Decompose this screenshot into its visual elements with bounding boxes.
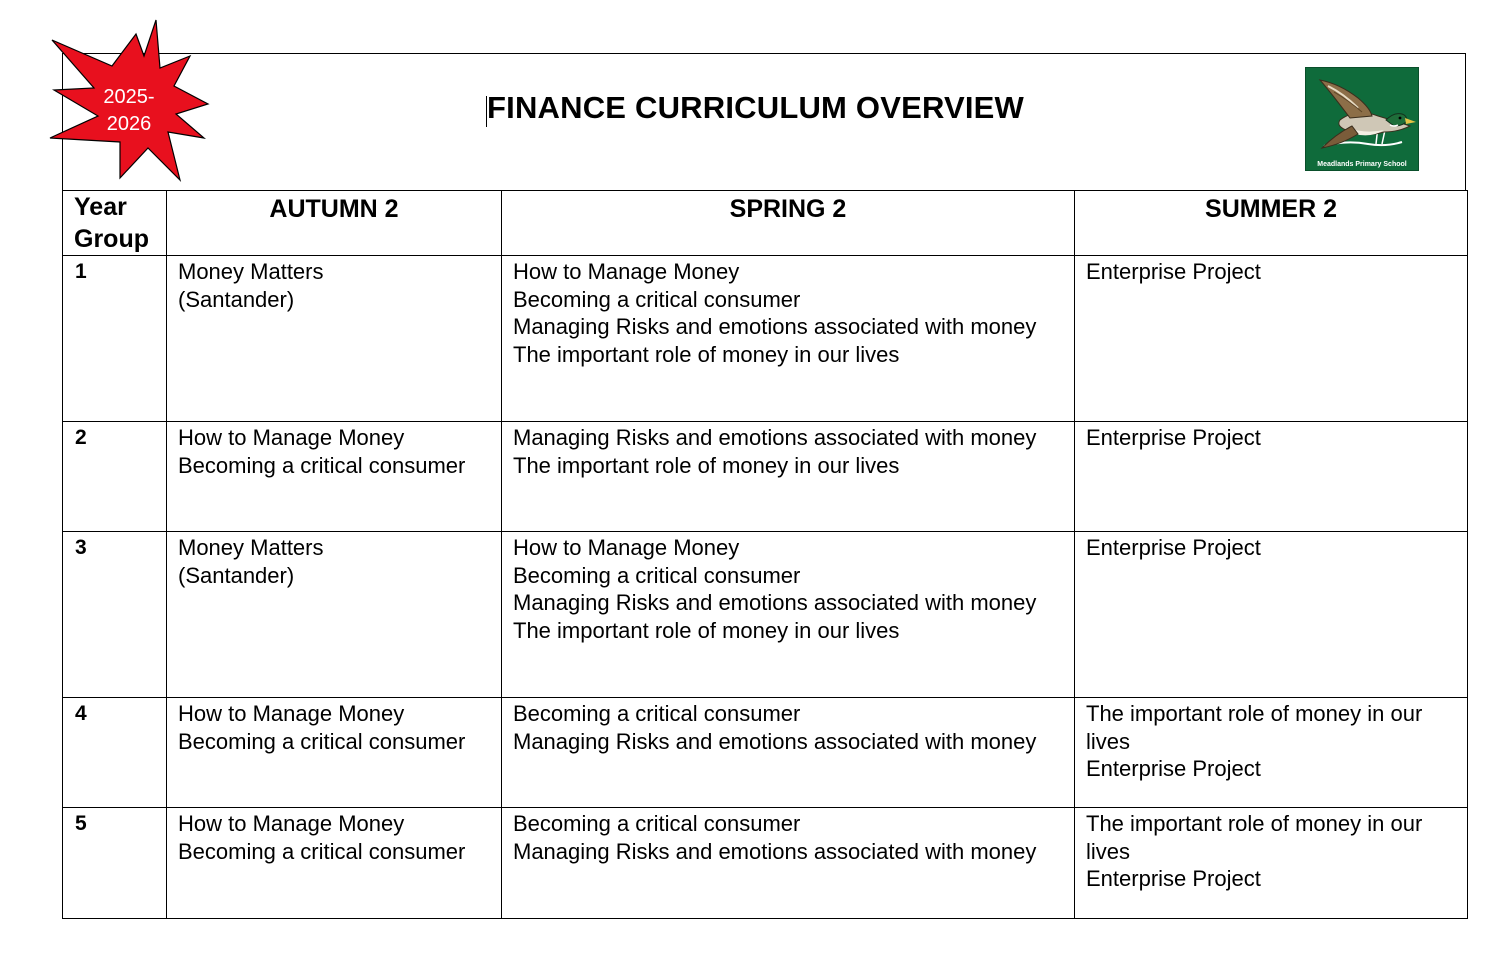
autumn-topics-cell xyxy=(167,698,502,808)
year-group-cell: 1 xyxy=(63,256,167,422)
spring-topics-cell xyxy=(502,422,1075,532)
year-header-line2: Group xyxy=(74,225,149,253)
table-row xyxy=(63,256,1468,422)
summer-topics-cell xyxy=(1075,808,1468,919)
table-body xyxy=(63,256,1468,919)
topic-item: How to Manage Money xyxy=(178,425,405,450)
year-group-cell: 4 xyxy=(63,698,167,808)
curriculum-table xyxy=(62,190,1468,919)
autumn-header: AUTUMN 2 xyxy=(167,191,502,256)
summer-topics-cell xyxy=(1075,532,1468,698)
topic-item: (Santander) xyxy=(178,562,295,588)
autumn-topics-cell xyxy=(167,422,502,532)
spring-topics-cell xyxy=(502,698,1075,808)
autumn-topics-cell xyxy=(167,808,502,919)
topic-item: How to Manage Money xyxy=(513,535,740,560)
table-row xyxy=(63,422,1468,532)
topic-item: Becoming a critical consumer xyxy=(178,838,466,864)
topic-item: The important role of money in our lives xyxy=(1086,701,1423,754)
spring-topics-cell xyxy=(502,532,1075,698)
topic-item: Money Matters xyxy=(178,259,324,284)
duck-icon xyxy=(1306,68,1418,158)
summer-topics-cell xyxy=(1075,698,1468,808)
summer-header: SUMMER 2 xyxy=(1075,191,1468,256)
topic-item: Becoming a critical consumer xyxy=(178,452,466,478)
topic-item: (Santander) xyxy=(178,286,295,312)
table-row xyxy=(63,698,1468,808)
table-row xyxy=(63,808,1468,919)
topic-item: Becoming a critical consumer xyxy=(513,286,801,312)
topic-item: How to Manage Money xyxy=(178,701,405,726)
topic-item: The important role of money in our lives xyxy=(513,617,900,643)
topic-item: Becoming a critical consumer xyxy=(513,701,801,726)
spring-header: SPRING 2 xyxy=(502,191,1075,256)
summer-topics-cell xyxy=(1075,256,1468,422)
topic-item: Managing Risks and emotions associated with money xyxy=(513,425,1037,450)
year-group-cell: 2 xyxy=(63,422,167,532)
spring-topics-cell xyxy=(502,808,1075,919)
topic-item: Managing Risks and emotions associated with money xyxy=(513,314,1037,339)
year-group-cell: 5 xyxy=(63,808,167,919)
topic-item: Enterprise Project xyxy=(1086,866,1261,891)
document-title: FINANCE CURRICULUM OVERVIEW xyxy=(487,90,1025,125)
topic-item: Enterprise Project xyxy=(1086,756,1261,781)
autumn-topics-cell xyxy=(167,532,502,698)
topic-item: The important role of money in our lives xyxy=(513,341,900,367)
topic-item: How to Manage Money xyxy=(513,259,740,284)
topic-item: Becoming a critical consumer xyxy=(513,811,801,836)
school-logo xyxy=(1305,67,1419,171)
topic-item: Enterprise Project xyxy=(1086,535,1261,560)
topic-item: Becoming a critical consumer xyxy=(513,562,801,588)
topic-item: How to Manage Money xyxy=(178,811,405,836)
autumn-topics-cell xyxy=(167,256,502,422)
year-group-cell: 3 xyxy=(63,532,167,698)
topic-item: Managing Risks and emotions associated with money xyxy=(513,590,1037,615)
topic-item: Managing Risks and emotions associated with money xyxy=(513,728,1037,754)
topic-item: Money Matters xyxy=(178,535,324,560)
topic-item: Becoming a critical consumer xyxy=(178,728,466,754)
year-header-line1: Year xyxy=(74,193,127,221)
summer-topics-cell xyxy=(1075,422,1468,532)
topic-item: Managing Risks and emotions associated with money xyxy=(513,838,1037,864)
badge-line2: 2026 xyxy=(106,113,152,135)
badge-line1: 2025- xyxy=(103,86,155,108)
topic-item: Enterprise Project xyxy=(1086,425,1261,450)
header-row xyxy=(63,191,1468,256)
table-row xyxy=(63,532,1468,698)
topic-item: Enterprise Project xyxy=(1086,259,1261,284)
logo-caption: Meadlands Primary School xyxy=(1317,161,1407,168)
spring-topics-cell xyxy=(502,256,1075,422)
topic-item: The important role of money in our lives xyxy=(1086,811,1423,864)
topic-item: The important role of money in our lives xyxy=(513,452,900,478)
year-badge-text xyxy=(88,84,170,138)
